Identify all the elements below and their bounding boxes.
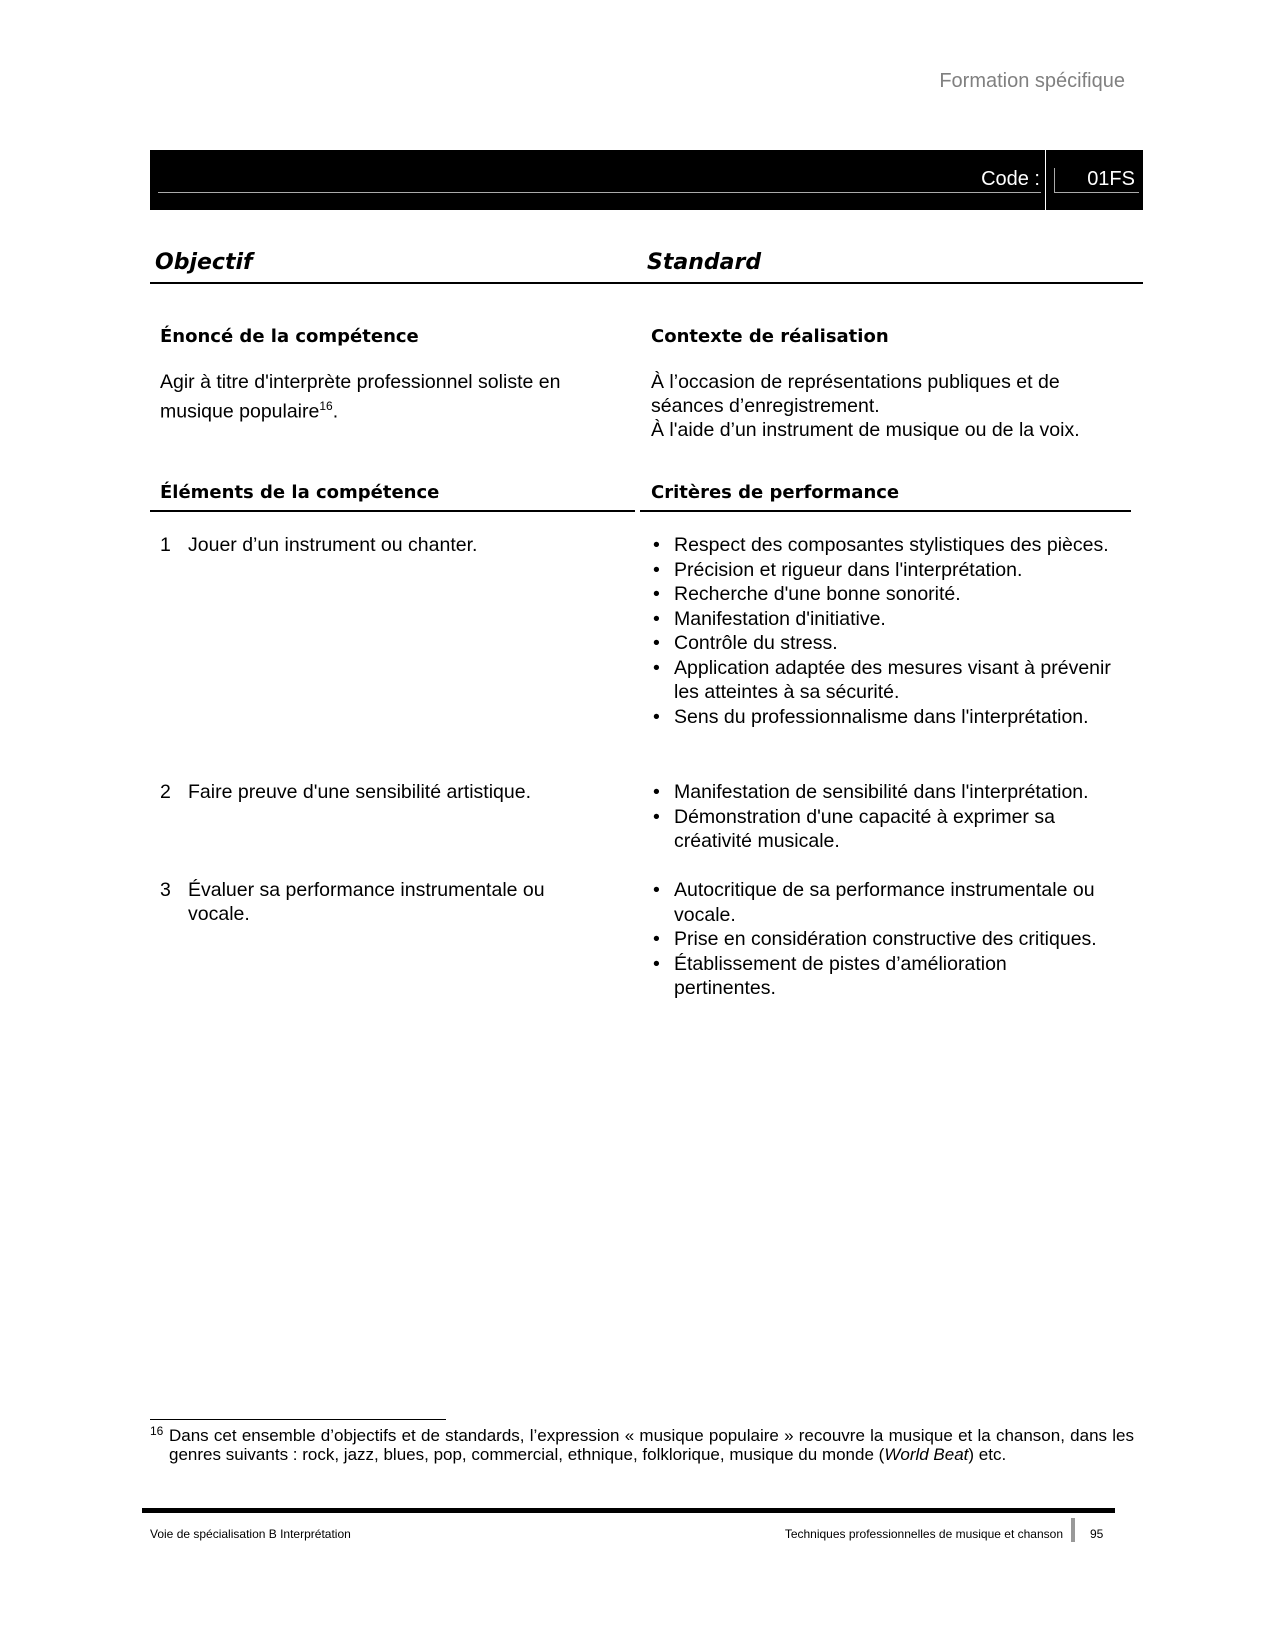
criterion: • Respect des composantes stylistiques des pièces. bbox=[651, 533, 1121, 558]
section-header: Formation spécifique bbox=[939, 70, 1125, 92]
criteres-title: Critères de performance bbox=[651, 482, 900, 503]
footnote-separator bbox=[150, 1419, 446, 1420]
element-3: 3 Évaluer sa performance instrumentale ou vocale. bbox=[160, 879, 545, 925]
criterion: • Contrôle du stress. bbox=[651, 631, 1121, 656]
criteria-list-1 bbox=[651, 533, 1121, 729]
contexte-text: À l’occasion de représentations publiques et de séances d’enregistrement. À l'aide d’un instrument de musique ou de la voix. bbox=[651, 371, 1080, 441]
enonce-text: Agir à titre d'interprète professionnel soliste en musique populaire$^{16}$. bbox=[160, 371, 561, 423]
criterion: • Autocritique de sa performance instrumentale ou vocale. bbox=[651, 878, 1101, 927]
elements-title: Éléments de la compétence bbox=[160, 482, 440, 503]
divider bbox=[150, 510, 635, 512]
code-label: Code : bbox=[981, 168, 1040, 190]
standard-heading: Standard bbox=[647, 250, 762, 275]
criterion: • Démonstration d'une capacité à exprimer sa créativité musicale. bbox=[651, 805, 1121, 854]
element-2: 2 Faire preuve d'une sensibilité artistique. bbox=[160, 781, 531, 803]
footer-divider bbox=[1071, 1518, 1075, 1542]
enonce-title: Énoncé de la compétence bbox=[160, 326, 419, 347]
criterion: • Prise en considération constructive des critiques. bbox=[651, 927, 1101, 952]
element-1: 1 Jouer d’un instrument ou chanter. bbox=[160, 534, 478, 556]
footnote: 16 Dans cet ensemble d’objectifs et de standards, l’expression « musique populaire » recouvre la musique et la chanson, dans les genres suivants : rock, jazz, blues, pop, commercial, ethnique, folklorique, musique du monde (World Beat) etc. bbox=[150, 1424, 1134, 1464]
criteria-list-3 bbox=[651, 878, 1101, 1001]
page-number: 95 bbox=[1090, 1527, 1104, 1541]
criterion: • Manifestation de sensibilité dans l'interprétation. bbox=[651, 780, 1121, 805]
footer-right: Techniques professionnelles de musique et chanson bbox=[784, 1527, 1063, 1541]
criterion: • Application adaptée des mesures visant à prévenir les atteintes à sa sécurité. bbox=[651, 656, 1121, 705]
code-banner bbox=[150, 150, 1143, 210]
divider bbox=[640, 510, 1131, 512]
footer-left: Voie de spécialisation B Interprétation bbox=[150, 1527, 351, 1541]
objectif-heading: Objectif bbox=[155, 250, 253, 275]
criteria-list-2 bbox=[651, 780, 1121, 854]
footer-rule bbox=[142, 1508, 1115, 1513]
criterion: • Précision et rigueur dans l'interprétation. bbox=[651, 558, 1121, 583]
criterion: • Sens du professionnalisme dans l'interprétation. bbox=[651, 705, 1121, 730]
criterion: • Recherche d'une bonne sonorité. bbox=[651, 582, 1121, 607]
divider bbox=[150, 282, 1143, 284]
criterion: • Manifestation d'initiative. bbox=[651, 607, 1121, 632]
code-value: 01FS bbox=[1087, 168, 1135, 190]
contexte-title: Contexte de réalisation bbox=[651, 326, 889, 347]
criterion: • Établissement de pistes d’amélioration pertinentes. bbox=[651, 952, 1101, 1001]
